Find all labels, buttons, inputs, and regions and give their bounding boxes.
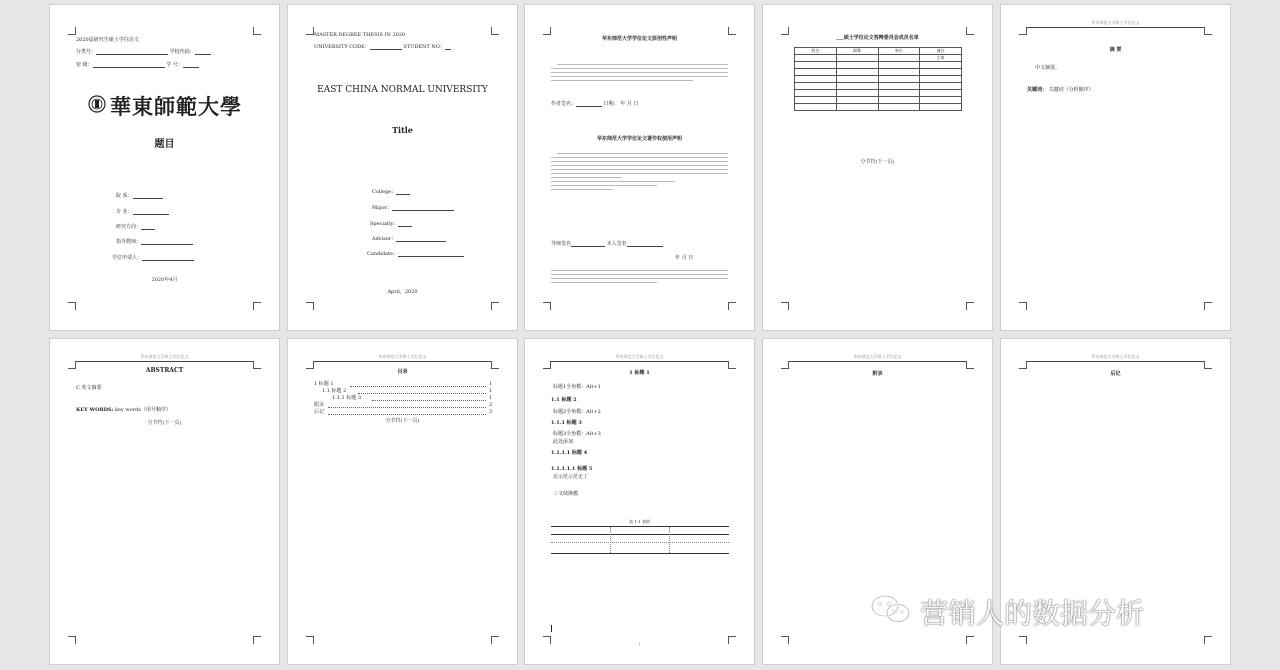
university-logo (88, 91, 248, 117)
toc-page: 3 (489, 409, 493, 415)
running-head: 华东师范大学硕士学位论文 (1091, 20, 1140, 25)
toc-entry[interactable]: 1.1.1 标题 3 (332, 395, 362, 401)
chapter-line: 此处添加 (553, 439, 574, 445)
committee-header-note: 备注 (920, 48, 962, 55)
abstract-en-body: C 英文摘要 (76, 385, 102, 391)
page-toc[interactable] (287, 338, 518, 665)
en-cover-date: April，2020 (387, 289, 418, 295)
page-chapter[interactable] (524, 338, 755, 665)
toc-entry[interactable]: 后记 (314, 409, 325, 415)
logo-text: 華東師範大學 (110, 94, 242, 119)
page-committee[interactable] (762, 4, 993, 331)
running-head: 华东师范大学硕士学位论文 (615, 354, 664, 359)
en-cover-line1: MASTER DEGREE THESIS IN 2020 (314, 32, 406, 38)
afterword-title: 后记 (1110, 371, 1121, 377)
chapter-table (551, 526, 729, 554)
declaration-body-1 (551, 61, 728, 84)
chapter-line: 标题3全角模：Alt+3 (553, 431, 601, 437)
cover-line1: 分类号： 学校代码： (76, 49, 211, 55)
page-english-cover[interactable] (287, 4, 518, 331)
chapter-heading-4: 1.1.1.1 标题 4 (551, 450, 588, 456)
chapter-line: 标题1全角模：Alt+1 (553, 384, 601, 390)
declaration-body-2 (551, 150, 728, 193)
chapter-line: 标题2全角模：Alt+2 (553, 409, 601, 415)
declaration-title-originality: 华东师范大学学位论文原创性声明 (601, 36, 677, 42)
toc-entry[interactable]: 附录 (314, 402, 325, 408)
toc-entry[interactable]: 1 标题 1 (314, 381, 334, 387)
en-field-major: Major： (372, 205, 454, 211)
abstract-cn-body: 中文摘要。 (1035, 65, 1061, 71)
declaration-date-2: 年 月 日 (675, 255, 694, 261)
running-head: 华东师范大学硕士学位论文 (378, 354, 427, 359)
text-cursor (551, 625, 552, 632)
page-declarations[interactable] (524, 4, 755, 331)
committee-header-unit: 单位 (878, 48, 920, 55)
cover-title: 题目 (154, 139, 175, 150)
chapter-heading-1: 1 标题 1 (629, 370, 650, 376)
en-field-candidate: Candidate： (367, 251, 464, 257)
en-field-specialty: Specialty： (370, 221, 412, 227)
cover-field-advisor: 指导教师： (116, 239, 193, 245)
school-emblem-icon (88, 95, 106, 113)
page-cover[interactable] (49, 4, 280, 331)
cover-field-major: 专 业： (116, 209, 169, 215)
toc-page: 1 (489, 388, 493, 394)
page-abstract-cn[interactable] (1000, 4, 1231, 331)
watermark: 营销人的数据分析 (920, 592, 1144, 632)
abstract-en-title: ABSTRACT (145, 367, 184, 374)
page-abstract-en[interactable] (49, 338, 280, 665)
cover-date: 2020年4月 (151, 277, 178, 283)
committee-chair-note: 主席 (920, 55, 962, 62)
declaration-sign-line-1: 作者签名： 日期： 年 月 日 (551, 101, 639, 107)
cover-field-direction: 研究方向： (116, 224, 155, 230)
declaration-note (551, 267, 728, 286)
chapter-heading-3: 1.1.1 标题 3 (551, 420, 582, 426)
cover-line2: 密 级： 学 号： (76, 62, 199, 68)
committee-header-title: 职称 (836, 48, 878, 55)
chapter-line: 论示范示范无了 (553, 474, 589, 480)
cover-field-college: 院 系： (116, 193, 163, 199)
declaration-title-copyright: 华东师范大学学位论文著作权使用声明 (596, 136, 682, 142)
toc-title: 目录 (397, 369, 408, 375)
running-head: 华东师范大学硕士学位论文 (853, 354, 902, 359)
chapter-heading-2: 1.1 标题 2 (551, 397, 577, 403)
table-caption: 表 1-1 表格 (629, 519, 650, 524)
abstract-en-section-break: 分节符(下一页) (147, 420, 182, 426)
en-cover-university: EAST CHINA NORMAL UNIVERSITY (317, 85, 488, 95)
toc-section-break: 分节符(下一页) (385, 418, 420, 424)
page-number: 1 (638, 641, 641, 646)
running-head: 华东师范大学硕士学位论文 (140, 354, 189, 359)
cover-field-candidate: 学位申请人： (112, 255, 194, 261)
committee-title: ___硕士学位论文答辩委员会成员名单 (836, 35, 919, 41)
running-head: 华东师范大学硕士学位论文 (1091, 354, 1140, 359)
en-cover-line2: UNIVERSITY CODE： STUDENT NO： (314, 44, 451, 50)
declaration-sign-line-2: 导师签名 本人签名 (551, 241, 663, 247)
en-field-advisor: Advisor： (372, 236, 446, 242)
toc-page: 2 (489, 402, 493, 408)
toc-entry[interactable]: 1.1 标题 2 (322, 388, 347, 394)
toc-page: 1 (489, 381, 493, 387)
chapter-heading-5: 1.1.1.1.1 标题 5 (551, 466, 593, 472)
committee-table (794, 47, 962, 111)
cover-header: 2020届研究生硕士学位论文 (76, 37, 139, 43)
wechat-icon (870, 594, 912, 624)
abstract-cn-title: 摘 要 (1109, 47, 1122, 53)
committee-section-break: 分节符(下一页) (860, 159, 895, 165)
abstract-cn-keywords: 关键词： 关键词（分析顺序） (1027, 87, 1094, 93)
en-cover-title: Title (392, 125, 413, 135)
committee-header-name: 姓名 (795, 48, 837, 55)
en-field-college: College： (372, 189, 410, 195)
chapter-line: 三文续换模 (553, 491, 579, 497)
appendix-title: 附录 (872, 371, 883, 377)
abstract-en-keywords: KEY WORDS: key words（用号顺序） (76, 407, 171, 413)
toc-page: 1 (489, 395, 493, 401)
